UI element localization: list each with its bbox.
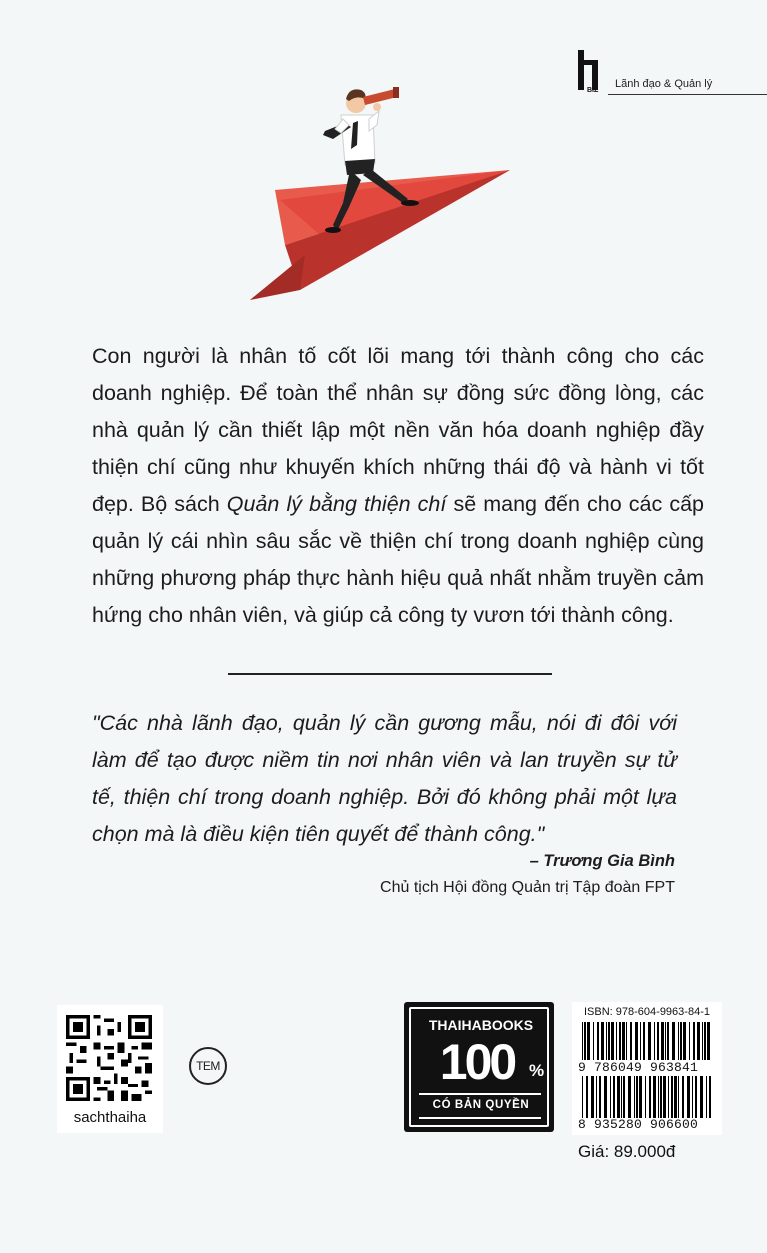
barcode-bar — [604, 1076, 607, 1118]
description-part-2: sẽ mang đến cho các cấp quản lý cái nhìn sâu sắc về thiện chí trong doanh nghiệp cùng những phương pháp thực hành hiệu quả nhất nhằm truyền cảm hứng cho nhân viên, và giúp cả công ty vươn tới thành công. — [92, 492, 704, 627]
barcode-bar — [635, 1022, 638, 1060]
barcode-bar — [606, 1022, 607, 1060]
barcode-bar — [682, 1076, 684, 1118]
barcode-bar — [658, 1076, 659, 1118]
barcode-bar — [648, 1022, 651, 1060]
barcode-bar — [616, 1022, 617, 1060]
plane-keel — [250, 255, 305, 300]
barcode-bar — [697, 1022, 700, 1060]
price-label: Giá: 89.000đ — [578, 1142, 676, 1161]
svg-text:BIZ: BIZ — [587, 87, 599, 94]
barcode-bar — [613, 1076, 615, 1118]
badge-frame — [409, 1007, 549, 1127]
barcode-bar — [619, 1022, 621, 1060]
barcode-bar — [653, 1076, 656, 1118]
barcode-bar — [597, 1022, 599, 1060]
barcode-bar — [587, 1022, 590, 1060]
description-paragraph — [92, 338, 704, 634]
quote-author: – Trương Gia Bình — [529, 852, 675, 870]
barcode-bar — [636, 1076, 638, 1118]
barcode-bar — [617, 1076, 620, 1118]
barcode-bar — [674, 1076, 677, 1118]
barcode-bar — [709, 1076, 711, 1118]
barcode-bar — [702, 1022, 703, 1060]
ean-digits: 8 935280 906600 — [578, 1117, 699, 1132]
paper-plane-illustration — [245, 85, 515, 305]
barcode-bar — [586, 1076, 588, 1118]
barcode-bar — [608, 1022, 610, 1060]
barcode-bar — [621, 1076, 622, 1118]
barcode-block — [572, 1002, 722, 1135]
description-part-1: Con người là nhân tố cốt lõi mang tới thành công cho các doanh nghiệp. Để toàn thể nhân sự đồng sức đồng lòng, các nhà quản lý cần thiết lập một nền văn hóa doanh nghiệp đầy thiện chí cũng như khuyến khích những thái độ và hành vi tốt đẹp. Bộ sách — [92, 344, 704, 516]
badge-number: 100 — [439, 1034, 515, 1090]
stamp-circle: TEM — [189, 1047, 227, 1085]
barcode-bar — [692, 1076, 693, 1118]
barcode-bar — [665, 1022, 666, 1060]
barcode-bar — [671, 1076, 673, 1118]
barcode-bar — [591, 1076, 594, 1118]
barcode-bar — [630, 1022, 632, 1060]
ean-barcode-icon — [582, 1076, 712, 1118]
qr-code-block[interactable] — [57, 1005, 163, 1133]
barcode-bar — [695, 1076, 697, 1118]
barcode-bar — [707, 1022, 710, 1060]
barcode-bar — [706, 1076, 707, 1118]
barcode-bar — [601, 1022, 604, 1060]
barcode-bar — [634, 1076, 635, 1118]
barcode-bar — [596, 1076, 597, 1118]
barcode-bar — [626, 1022, 627, 1060]
quote-author-title: Chủ tịch Hội đồng Quản trị Tập đoàn FPT — [380, 879, 675, 896]
barcode-bar — [661, 1022, 664, 1060]
barcode-bar — [628, 1076, 631, 1118]
barcode-bar — [672, 1022, 675, 1060]
badge-rule-bottom — [419, 1117, 541, 1119]
barcode-bar — [667, 1022, 669, 1060]
barcode-bar — [683, 1022, 686, 1060]
barcode-bar — [582, 1076, 583, 1118]
barcode-bar — [584, 1022, 586, 1060]
barcode-bar — [654, 1022, 655, 1060]
series-brand — [572, 50, 767, 98]
barcode-bar — [678, 1076, 679, 1118]
barcode-bar — [678, 1022, 679, 1060]
barcode-bar — [622, 1022, 625, 1060]
barcode-bar — [704, 1022, 706, 1060]
barcode-bar — [640, 1022, 641, 1060]
barcode-bar — [660, 1076, 662, 1118]
barcode-bar — [599, 1076, 601, 1118]
book-title-italic: Quản lý bằng thiện chí — [226, 492, 447, 516]
isbn-barcode-icon — [582, 1022, 712, 1060]
barcode-bar — [611, 1022, 614, 1060]
barcode-bar — [689, 1022, 690, 1060]
barcode-bar — [700, 1076, 703, 1118]
isbn-digits: 9 786049 963841 — [578, 1060, 699, 1075]
badge-rule-top — [419, 1093, 541, 1095]
barcode-bar — [639, 1076, 642, 1118]
isbn-label: ISBN: 978-604-9963-84-1 — [584, 1006, 710, 1018]
series-label: Lãnh đạo & Quản lý — [615, 78, 713, 90]
barcode-bar — [623, 1076, 625, 1118]
qr-code-icon[interactable] — [66, 1015, 152, 1101]
badge-percent: % — [529, 1061, 545, 1080]
biz-logo-icon — [576, 50, 606, 94]
copyright-badge — [404, 1002, 554, 1132]
badge-brand: THAIHABOOKS — [428, 1017, 534, 1033]
barcode-bar — [643, 1022, 645, 1060]
barcode-bar — [610, 1076, 611, 1118]
barcode-bar — [668, 1076, 669, 1118]
section-divider — [228, 673, 552, 675]
barcode-bar — [693, 1022, 695, 1060]
badge-caption: CÓ BẢN QUYỀN — [432, 1099, 530, 1111]
barcode-bar — [593, 1022, 594, 1060]
barcode-bar — [582, 1022, 583, 1060]
testimonial-quote: "Các nhà lãnh đạo, quản lý cần gương mẫu, nói đi đôi với làm để tạo được niềm tin nơi nhân viên và lan truyền sự tử tế, thiện chí trong doanh nghiệp. Bởi đó không phải một lựa chọn mà là điều kiện tiên quyết để thành công." — [92, 711, 677, 846]
barcode-bar — [649, 1076, 651, 1118]
barcode-bar — [657, 1022, 659, 1060]
barcode-bar — [687, 1076, 690, 1118]
qr-label: sachthaiha — [73, 1109, 147, 1126]
barcode-bar — [645, 1076, 646, 1118]
brand-rule — [608, 94, 767, 95]
barcode-bar — [680, 1022, 682, 1060]
barcode-bar — [663, 1076, 666, 1118]
